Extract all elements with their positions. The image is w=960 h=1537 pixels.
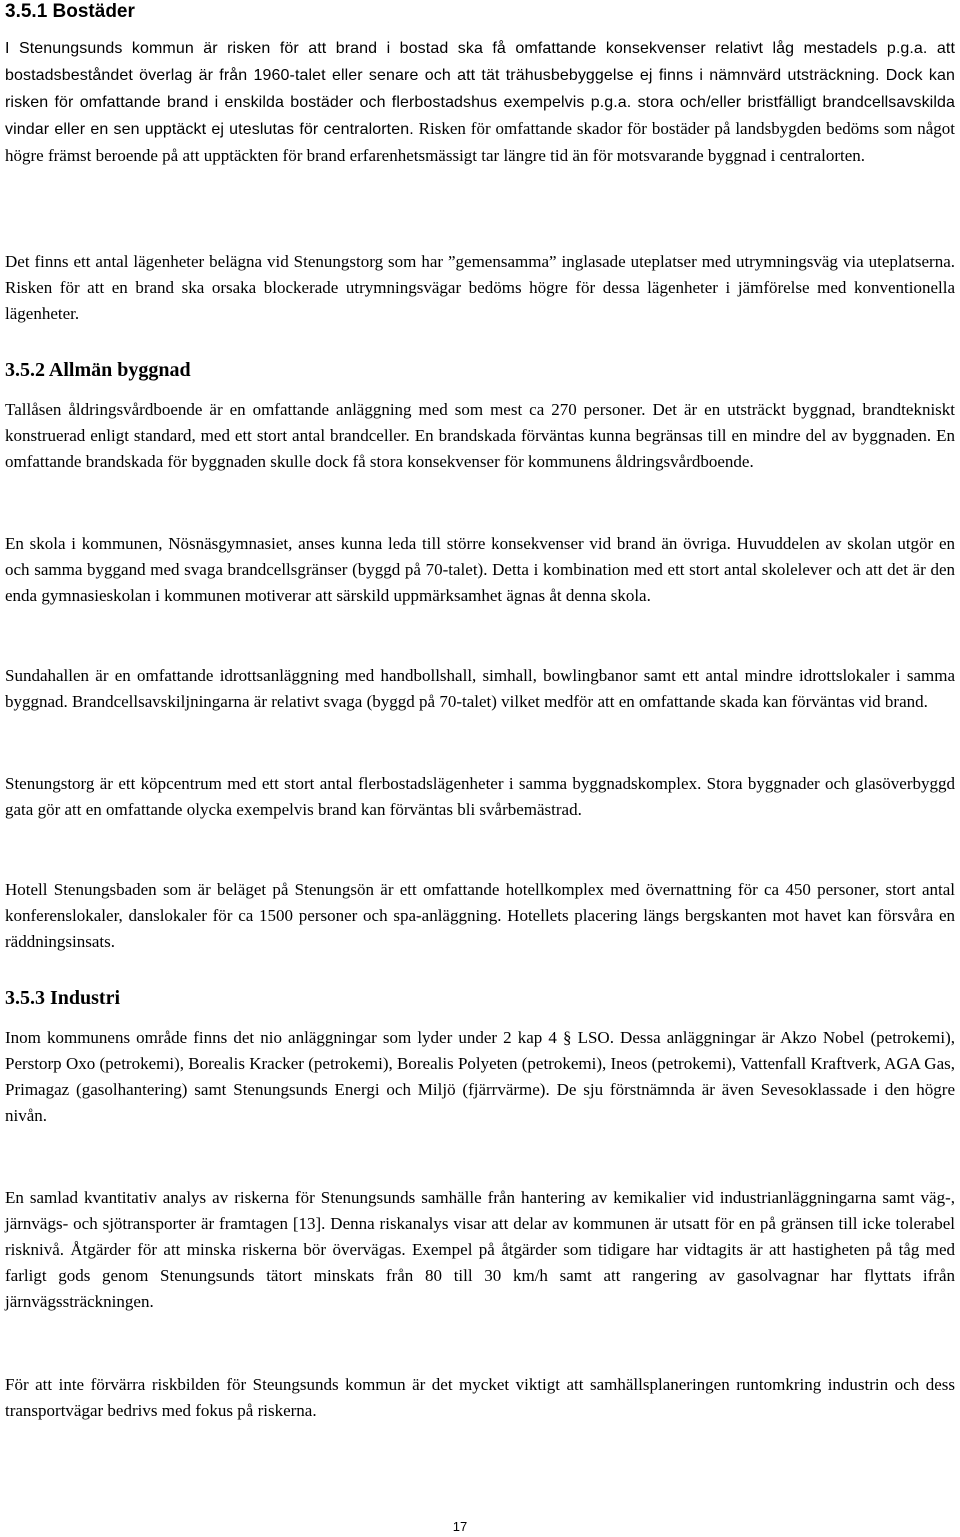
section-heading-industri: 3.5.3 Industri	[5, 987, 121, 1009]
paragraph-industri-2: En samlad kvantitativ analys av riskerna för Stenungsunds samhälle från hantering av kemikalier vid industrianläggningarna samt väg-, järnvägs- och sjötransporter är framtagen [13]. Denna riskanalys visar att delar av kommunen är utsatt för en på gränsen till icke tolerabel risknivå. Åtgärder för att minska riskerna bör övervägas. Exempel på åtgärder som tidigare har vidtagits är att hastigheten på tåg med farligt gods genom Stenungsunds tätort minskats från 80 till 30 km/h samt att rangering av gasolvagnar har flyttats ifrån järnvägssträckningen.	[5, 1188, 955, 1311]
page-number: 17	[452, 1519, 468, 1534]
paragraph-bostader-1	[5, 35, 955, 169]
paragraph-allman-3: Sundahallen är en omfattande idrottsanläggning med handbollshall, simhall, bowlingbanor samt ett antal mindre idrottslokaler i samma byggnad. Brandcellsavskiljningarna är relativt svaga (byggd på 70-talet) vilket medför att en omfattande skada kan förväntas vid brand.	[5, 666, 955, 711]
paragraph-industri-3: För att inte förvärra riskbilden för Steungsunds kommun är det mycket viktigt att samhällsplaneringen runtomkring industrin och dess transportvägar bedrivs med fokus på riskerna.	[5, 1375, 955, 1420]
section-heading-allman: 3.5.2 Allmän byggnad	[5, 359, 191, 381]
paragraph-allman-1: Tallåsen åldringsvårdboende är en omfattande anläggning med som mest ca 270 personer. Det är en utsträckt byggnad, brandtekniskt konstruerad enligt standard, med ett stort antal brandceller. En brandskada förväntas kunna begränsas till en mindre del av byggnaden. En omfattande brandskada för byggnaden skulle dock få stora konsekvenser för kommunens åldringsvårdboende.	[5, 400, 955, 471]
paragraph-allman-4: Stenungstorg är ett köpcentrum med ett stort antal flerbostadslägenheter i samma byggnadskomplex. Stora byggnader och glasöverbyggd gata gör att en omfattande olycka exempelvis brand kan förväntas bli svårbemästrad.	[5, 774, 955, 819]
paragraph-bostader-2: Det finns ett antal lägenheter belägna vid Stenungstorg som har ”gemensamma” inglasade uteplatser med utrymningsväg via uteplatserna. Risken för att en brand ska orsaka blockerade utrymningsvägar bedöms högre för dessa lägenheter i jämförelse med konventionella lägenheter.	[5, 252, 955, 323]
paragraph-bostader-1-sans: I Stenungsunds kommun är risken för att brand i bostad ska få omfattande konsekvenser relativt låg mestadels p.g.a. att bostadsbeståndet överlag är från 1960-talet eller senare och att tät trähusbebyggelse ej finns i nämnvärd utsträckning. Dock kan risken för omfattande brand i enskilda bostäder och flerbostadshus exempelvis p.g.a. stora och/eller bristfälligt brandcellsavskilda vindar eller en sen upptäckt ej uteslutas för centralorten.	[5, 40, 955, 138]
paragraph-allman-2: En skola i kommunen, Nösnäsgymnasiet, anses kunna leda till större konsekvenser vid brand än övriga. Huvuddelen av skolan utgör en och samma byggand med svaga brandcellsgränser (byggd på 70-talet). Detta i kombination med ett stort antal skolelever och att det är den enda gymnasieskolan i kommunen motiverar att särskild uppmärksamhet ägnas åt denna skola.	[5, 534, 955, 605]
section-heading-bostader: 3.5.1 Bostäder	[5, 1, 135, 22]
paragraph-industri-1: Inom kommunens område finns det nio anläggningar som lyder under 2 kap 4 § LSO. Dessa anläggningar är Akzo Nobel (petrokemi), Perstorp Oxo (petrokemi), Borealis Kracker (petrokemi), Borealis Polyeten (petrokemi), Ineos (petrokemi), Vattenfall Kraftverk, AGA Gas, Primagaz (gasolhantering) samt Stenungsunds Energi och Miljö (fjärrvärme). De sju förstnämnda är även Sevesoklassade i den högre nivån.	[5, 1028, 955, 1125]
paragraph-bostader-1-serif: Risken för omfattande skador för bostäder på landsbygden bedöms som något högre främst beroende på att upptäckten för brand erfarenhetsmässigt tar längre tid än för motsvarande byggnad i centralorten.	[5, 119, 955, 165]
paragraph-allman-5: Hotell Stenungsbaden som är beläget på Stenungsön är ett omfattande hotellkomplex med övernattning för ca 450 personer, stort antal konferenslokaler, danslokaler för ca 1500 personer och spa-anläggning. Hotellets placering längs bergskanten mot havet kan försvåra en räddningsinsats.	[5, 880, 955, 951]
